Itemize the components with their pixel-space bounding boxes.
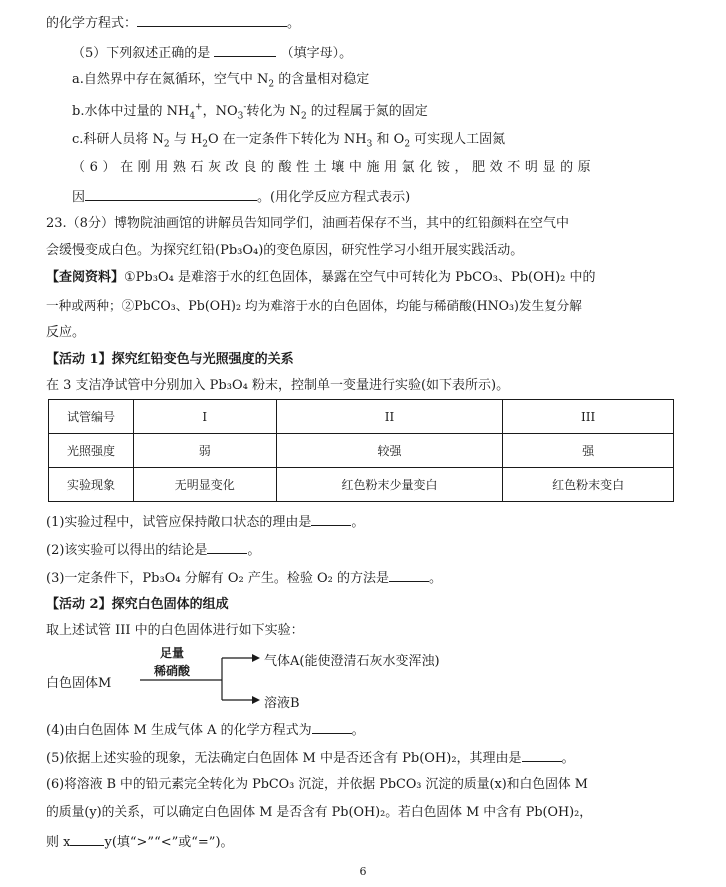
table-cell: 弱	[134, 434, 277, 468]
question-5: （5）下列叙述正确的是 （填字母）。	[72, 46, 353, 61]
reference-line2: 一种或两种；②PbCO₃、Pb(OH)₂ 均为难溶于水的白色固体，均能与稀硝酸(HNO₃)发生复分解	[46, 298, 582, 313]
table-row	[49, 400, 674, 434]
option-b: b.水体中过量的 $NH_4^+$，$NO_3^-$转化为 $N_2$ 的过程属于氮的固定	[72, 102, 428, 122]
question-6-line2: 因 。(用化学反应方程式表示)	[72, 190, 411, 205]
sub-question-3: (3)一定条件下，Pb₃O₄ 分解有 O₂ 产生。检验 O₂ 的方法是 。	[46, 571, 442, 586]
option-a: a.自然界中存在氮循环，空气中 $N_2$ 的含量相对稳定	[72, 72, 370, 90]
experiment-table	[48, 399, 674, 502]
gas-a: 气体A(能使澄清石灰水变浑浊)	[264, 654, 440, 669]
answer-blank[interactable]	[70, 833, 104, 846]
sub-question-6-line1: (6)将溶液 B 中的铅元素完全转化为 PbCO₃ 沉淀，并依据 PbCO₃ 沉淀的质量(x)和白色固体 M	[46, 777, 588, 792]
question-6-line1: （6）在刚用熟石灰改良的酸性土壤中施用氯化铵，肥效不明显的原	[72, 160, 596, 175]
answer-blank[interactable]	[214, 44, 276, 57]
table-cell: 红色粉末少量变白	[276, 468, 503, 502]
sub-question-6-line3: 则 x y(填“>”“<”或“=”)。	[46, 835, 234, 850]
answer-blank[interactable]	[85, 188, 257, 201]
reagent-amount: 足量	[160, 646, 185, 660]
reference-line1: 【查阅资料】①Pb₃O₄ 是难溶于水的红色固体，暴露在空气中可转化为 PbCO₃、Pb(OH)₂ 中的	[46, 270, 596, 285]
experiment-flow-diagram	[46, 644, 526, 714]
table-row	[49, 468, 674, 502]
activity-2-description: 取上述试管 III 中的白色固体进行如下实验：	[46, 623, 304, 638]
sub-question-1: (1)实验过程中，试管应保持敞口状态的理由是 。	[46, 515, 365, 530]
line-equation-blank: 的化学方程式： 。	[46, 16, 301, 31]
reference-label: 【查阅资料】	[46, 270, 125, 285]
table-header-cell: 试管编号	[49, 400, 134, 434]
white-solid-m: 白色固体M	[46, 676, 112, 691]
answer-blank[interactable]	[312, 721, 352, 734]
sub-question-6-line2: 的质量(y)的关系，可以确定白色固体 M 是否含有 Pb(OH)₂。若白色固体 M 中含有 Pb(OH)₂，	[46, 805, 593, 820]
activity-2-heading: 【活动 2】探究白色固体的组成	[46, 597, 229, 612]
activity-1-description: 在 3 支洁净试管中分别加入 Pb₃O₄ 粉末，控制单一变量进行实验(如下表所示)。	[46, 378, 510, 393]
reference-line3: 反应。	[46, 325, 86, 340]
question-23-line1: 23.（8分）博物院油画馆的讲解员告知同学们，油画若保存不当，其中的红铅颜料在空气中	[46, 216, 569, 231]
table-cell: I	[134, 400, 277, 434]
table-header-cell: 光照强度	[49, 434, 134, 468]
table-cell: 红色粉末变白	[503, 468, 674, 502]
page-number: 6	[359, 865, 367, 878]
table-cell: 较强	[276, 434, 503, 468]
option-c: c.科研人员将 $N_2$ 与 $H_2O$ 在一定条件下转化为 $NH_3$ 和 $O_2$ 可实现人工固氮	[72, 132, 506, 150]
answer-blank[interactable]	[389, 569, 429, 582]
sub-question-4: (4)由白色固体 M 生成气体 A 的化学方程式为 。	[46, 723, 365, 738]
table-cell: 强	[503, 434, 674, 468]
answer-blank[interactable]	[137, 14, 287, 27]
table-row	[49, 434, 674, 468]
sub-question-2: (2)该实验可以得出的结论是 。	[46, 543, 261, 558]
table-header-cell: 实验现象	[49, 468, 134, 502]
answer-blank[interactable]	[522, 749, 562, 762]
table-cell: 无明显变化	[134, 468, 277, 502]
table-cell: II	[276, 400, 503, 434]
answer-blank[interactable]	[207, 541, 247, 554]
answer-blank[interactable]	[311, 513, 351, 526]
table-cell: III	[503, 400, 674, 434]
sub-question-5: (5)依据上述实验的现象，无法确定白色固体 M 中是否还含有 Pb(OH)₂，其理由是 。	[46, 751, 575, 766]
activity-1-heading: 【活动 1】探究红铅变色与光照强度的关系	[46, 352, 294, 367]
solution-b: 溶液B	[264, 696, 300, 711]
reagent-name: 稀硝酸	[154, 664, 191, 678]
question-23-line2: 会缓慢变成白色。为探究红铅(Pb₃O₄)的变色原因，研究性学习小组开展实践活动。	[46, 243, 524, 258]
